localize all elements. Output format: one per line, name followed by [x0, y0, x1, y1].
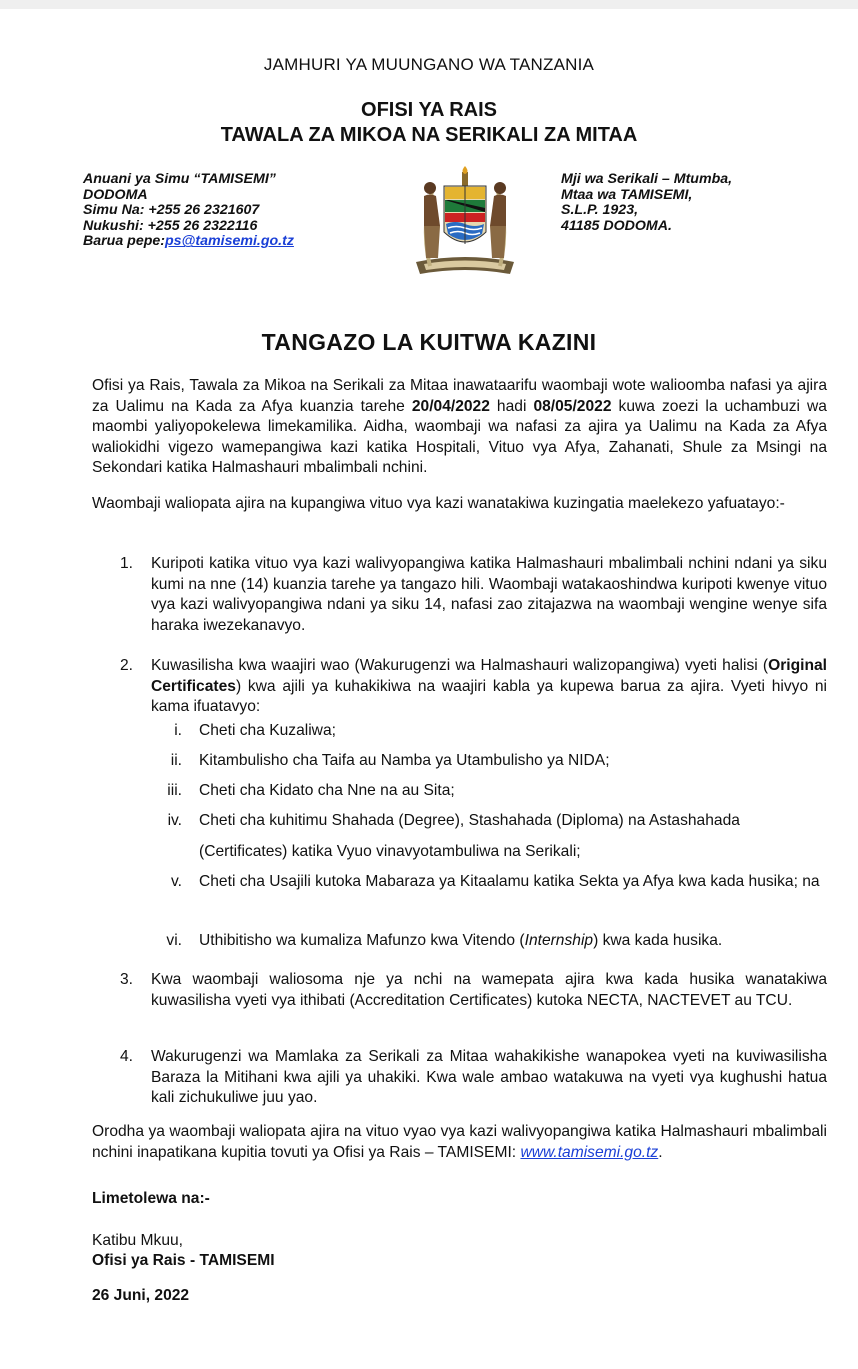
sub-item-text	[199, 926, 827, 957]
republic-heading: JAMHURI YA MUUNGANO WA TANZANIA	[263, 55, 595, 74]
item-number: 3.	[120, 971, 134, 988]
email-link[interactable]: ps@tamisemi.go.tz	[165, 233, 294, 250]
intro-paragraph	[92, 376, 827, 479]
item-number: 2.	[120, 657, 134, 674]
sub-item-number: iv.	[167, 812, 182, 829]
fax-number: Nukushi: +255 26 2322116	[83, 217, 258, 234]
top-strip	[0, 0, 858, 9]
notice-title: TANGAZO LA KUITWA KAZINI	[261, 329, 597, 355]
sub-item-text-a: Uthibitisho wa kumaliza Mafunzo kwa Vitendo (	[199, 932, 525, 949]
city: DODOMA	[83, 186, 148, 203]
sub-item-number: ii.	[170, 752, 182, 769]
sub-item-text-b: ) kwa kada husika.	[593, 932, 723, 949]
item-text: Kuripoti katika vituo vya kazi walivyopangiwa katika Halmashauri mbalimbali nchini ndani ya siku kumi na nne (14) kuanzia tarehe ya tangazo hili. Waombaji watakaoshindwa kuripoti kwenye vituo vya kazi walivyopangiwa ndani ya siku 14, nafasi zao zitajazwa na waombaji wengine wenye sifa haraka iwezekanavyo.	[151, 555, 827, 634]
sub-item-text: Kitambulisho cha Taifa au Namba ya Utambulisho ya NIDA;	[199, 752, 610, 769]
address-right	[561, 172, 732, 234]
item-text-b: ) kwa ajili ya kuhakikiwa na waajiri kabla ya kupewa barua za ajira. Vyeti hivyo ni kama ifuatavyo:	[151, 677, 827, 715]
item-text: Kwa waombaji waliosoma nje ya nchi na wamepata ajira kwa kada husika wanatakiwa kuwasilisha vyeti vya ithibati (Accreditation Certificates) kutoka NECTA, NACTEVET au TCU.	[151, 971, 827, 1009]
address-right-line1: Mji wa Serikali – Mtumba,	[561, 171, 733, 187]
sub-item-text-italic: Internship	[524, 932, 594, 949]
item-text-a: Kuwasilisha kwa waajiri wao (Wakurugenzi wa Halmashauri walizopangiwa) vyeti halisi (	[151, 657, 769, 674]
date-from: 20/04/2022	[411, 397, 490, 415]
email-label: Barua pepe:	[83, 233, 165, 250]
item-number: 1.	[120, 555, 134, 572]
instructions-intro: Waombaji waliopata ajira na kupangiwa vituo vya kazi wanatakiwa kuzingatia maelekezo yafuatayo:-	[92, 495, 785, 512]
item-text: Wakurugenzi wa Mamlaka za Serikali za Mitaa wahakikishe wanapokea vyeti na kuviwasilisha Baraza la Mitihani kwa ajili ya uhakiki. Kwa wale ambao watakuwa na vyeti vya kughushi hatua kali zichukuliwe juu yao.	[151, 1048, 827, 1106]
sub-item-number: iii.	[167, 782, 182, 799]
phone-number: Simu Na: +255 26 2321607	[83, 202, 260, 219]
address-right-line2: Mtaa wa TAMISEMI,	[561, 186, 693, 203]
closing-end: .	[658, 1143, 663, 1161]
item-text	[151, 656, 827, 718]
intro-part2: hadi	[489, 397, 534, 415]
address-right-line3: S.L.P. 1923,	[561, 202, 639, 219]
address-right-line4: 41185 DODOMA.	[561, 217, 672, 234]
website-link[interactable]: www.tamisemi.go.tz	[520, 1143, 659, 1161]
item-text-bold: Original Certificates	[151, 657, 827, 695]
item-number: 4.	[120, 1048, 134, 1065]
sub-item-number: i.	[174, 722, 182, 739]
date-to: 08/05/2022	[533, 397, 612, 415]
closing-text: Orodha ya waombaji waliopata ajira na vituo vyao vya kazi walivyopangiwa katika Halmashauri mbalimbali nchini inapatikana kupitia tovuti ya Ofisi ya Rais – TAMISEMI:	[92, 1123, 827, 1161]
office-heading-line1: OFISI YA RAIS	[361, 99, 497, 121]
email-line	[83, 234, 294, 250]
signatory-position: Katibu Mkuu,	[92, 1232, 184, 1249]
address-left	[83, 172, 294, 250]
closing-paragraph	[92, 1122, 827, 1163]
intro-part1: Ofisi ya Rais, Tawala za Mikoa na Serikali za Mitaa inawataarifu waombaji wote walioomba nafasi ya ajira za Ualimu na Kada za Afya kuanzia tarehe	[92, 377, 827, 415]
coat-of-arms-icon	[410, 166, 520, 278]
signatory-office: Ofisi ya Rais - TAMISEMI	[92, 1252, 275, 1269]
sub-item-text: Cheti cha kuhitimu Shahada (Degree), Stashahada (Diploma) na Astashahada (Certificates) katika Vyuo vinavyotambuliwa na Serikali;	[199, 812, 740, 860]
sub-item-text: Cheti cha Usajili kutoka Mabaraza ya Kitaalamu katika Sekta ya Afya kwa kada husika; na	[199, 873, 820, 890]
telegram-address: Anuani ya Simu “TAMISEMI”	[83, 171, 276, 187]
office-heading-line2: TAWALA ZA MIKOA NA SERIKALI ZA MITAA	[220, 124, 638, 146]
issue-date: 26 Juni, 2022	[92, 1287, 190, 1304]
sub-item-number: v.	[171, 873, 182, 890]
sub-item-text: Cheti cha Kidato cha Nne na au Sita;	[199, 782, 455, 799]
issued-by-label: Limetolewa na:-	[92, 1190, 210, 1207]
sub-item-text: Cheti cha Kuzaliwa;	[199, 722, 336, 739]
sub-item-number: vi.	[166, 932, 182, 949]
intro-part3: kuwa zoezi la uchambuzi wa maombi yaliyopokelewa limekamilika. Aidha, waombaji wa nafasi za ajira ya Ualimu na Kada za Afya waliokidhi vigezo wamepangiwa kazi katika Hospitali, Vituo vya Afya, Zahanati, Shule za Msingi na Sekondari katika Halmashauri mbalimbali nchini.	[92, 397, 827, 476]
